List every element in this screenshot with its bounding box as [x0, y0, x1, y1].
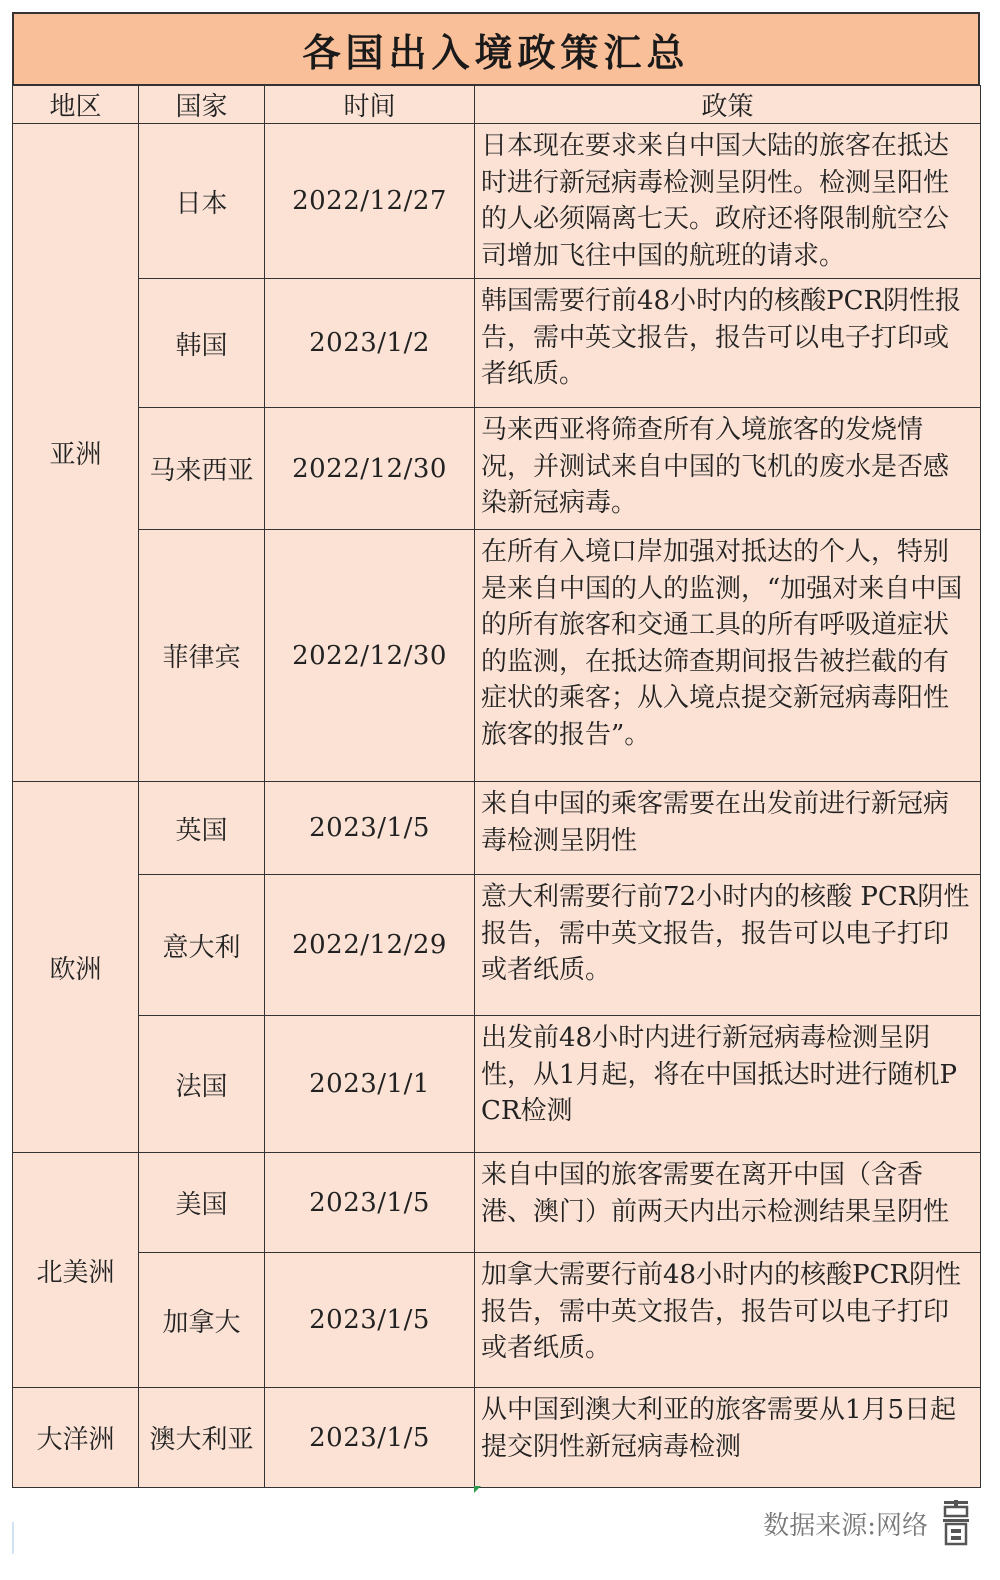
country-cell: 加拿大	[139, 1253, 265, 1388]
table-row	[13, 875, 981, 1016]
stamp-logo-icon	[942, 1500, 970, 1546]
date-cell: 2022/12/29	[265, 875, 475, 1016]
policy-cell: 意大利需要行前72小时内的核酸 PCR阴性报告，需中英文报告，报告可以电子打印或者纸质。	[475, 875, 981, 1016]
region-cell: 北美洲	[13, 1153, 139, 1388]
table-row	[13, 1016, 981, 1153]
date-cell: 2022/12/30	[265, 408, 475, 530]
policy-cell: 韩国需要行前48小时内的核酸PCR阴性报告，需中英文报告，报告可以电子打印或者纸质。	[475, 279, 981, 408]
table-row	[13, 124, 981, 279]
policy-cell: 日本现在要求来自中国大陆的旅客在抵达时进行新冠病毒检测呈阴性。检测呈阳性的人必须隔离七天。政府还将限制航空公司增加飞往中国的航班的请求。	[475, 124, 981, 279]
policy-table	[12, 85, 981, 1488]
date-cell: 2022/12/27	[265, 124, 475, 279]
country-cell: 马来西亚	[139, 408, 265, 530]
country-cell: 意大利	[139, 875, 265, 1016]
date-cell: 2023/1/5	[265, 1253, 475, 1388]
date-cell: 2023/1/5	[265, 1153, 475, 1253]
table-title: 各国出入境政策汇总	[12, 12, 980, 85]
region-cell: 欧洲	[13, 782, 139, 1153]
table-row	[13, 408, 981, 530]
table-row	[13, 782, 981, 875]
policy-cell: 来自中国的乘客需要在出发前进行新冠病毒检测呈阴性	[475, 782, 981, 875]
table-row	[13, 279, 981, 408]
policy-cell: 来自中国的旅客需要在离开中国（含香港、澳门）前两天内出示检测结果呈阴性	[475, 1153, 981, 1253]
country-cell: 美国	[139, 1153, 265, 1253]
country-cell: 法国	[139, 1016, 265, 1153]
header-time: 时间	[265, 86, 475, 124]
date-cell: 2022/12/30	[265, 530, 475, 782]
country-cell: 英国	[139, 782, 265, 875]
data-source-label: 数据来源:网络	[763, 1510, 928, 1541]
policy-cell: 马来西亚将筛查所有入境旅客的发烧情况，并测试来自中国的飞机的废水是否感染新冠病毒。	[475, 408, 981, 530]
policy-cell: 从中国到澳大利亚的旅客需要从1月5日起提交阴性新冠病毒检测	[475, 1388, 981, 1488]
table-row	[13, 530, 981, 782]
policy-cell: 加拿大需要行前48小时内的核酸PCR阴性报告，需中英文报告，报告可以电子打印或者纸质。	[475, 1253, 981, 1388]
header-row	[13, 86, 981, 124]
policy-cell: 在所有入境口岸加强对抵达的个人，特别是来自中国的人的监测，“加强对来自中国的所有旅客和交通工具的所有呼吸道症状的监测，在抵达筛查期间报告被拦截的有症状的乘客；从入境点提交新冠病毒阳性旅客的报告”。	[475, 530, 981, 782]
edge-marker	[12, 1522, 14, 1554]
country-cell: 澳大利亚	[139, 1388, 265, 1488]
region-cell: 大洋洲	[13, 1388, 139, 1488]
country-cell: 韩国	[139, 279, 265, 408]
table-row	[13, 1388, 981, 1488]
header-country: 国家	[139, 86, 265, 124]
table-row	[13, 1153, 981, 1253]
table-row	[13, 1253, 981, 1388]
footer	[763, 1500, 970, 1546]
header-region: 地区	[13, 86, 139, 124]
country-cell: 日本	[139, 124, 265, 279]
date-cell: 2023/1/5	[265, 782, 475, 875]
region-cell: 亚洲	[13, 124, 139, 782]
country-cell: 菲律宾	[139, 530, 265, 782]
date-cell: 2023/1/1	[265, 1016, 475, 1153]
date-cell: 2023/1/2	[265, 279, 475, 408]
header-policy: 政策	[475, 86, 981, 124]
date-cell: 2023/1/5	[265, 1388, 475, 1488]
cell-corner-marker	[474, 1486, 481, 1493]
policy-cell: 出发前48小时内进行新冠病毒检测呈阴性，从1月起，将在中国抵达时进行随机PCR检测	[475, 1016, 981, 1153]
policy-table-sheet	[12, 12, 980, 1488]
